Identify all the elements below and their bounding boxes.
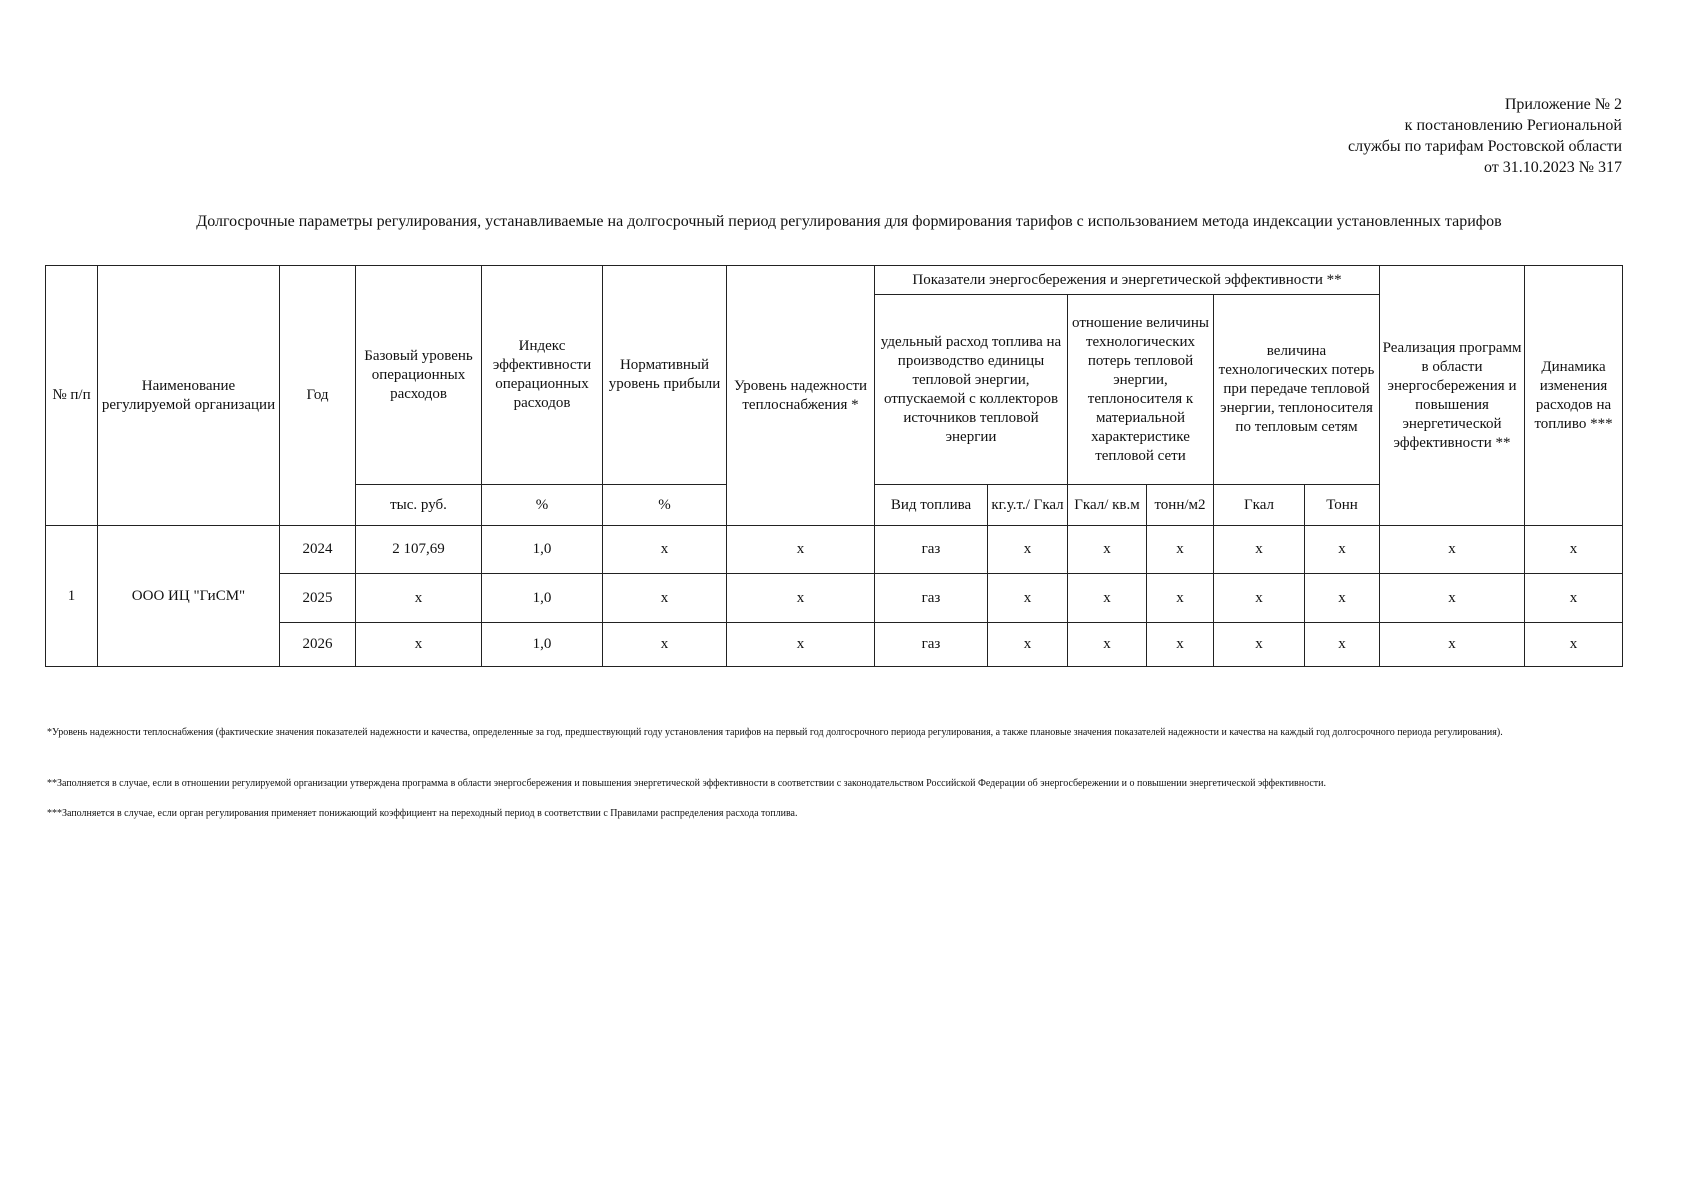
unit-fuel-rate: кг.у.т./ Гкал <box>988 485 1068 526</box>
unit-loss-value-gcal: Гкал <box>1214 485 1305 526</box>
header-loss-value: величина технологических потерь при передаче тепловой энергии, теплоносителя по тепловым сетям <box>1214 295 1380 485</box>
cell-programs: x <box>1380 623 1525 667</box>
cell-loss-ratio-ton: x <box>1147 623 1214 667</box>
unit-index: % <box>482 485 603 526</box>
header-profit-level: Нормативный уровень прибыли <box>603 266 727 485</box>
resolution-date-line: от 31.10.2023 № 317 <box>1483 159 1622 176</box>
header-org: Наименование регулируемой организации <box>98 266 280 526</box>
cell-profit: x <box>603 526 727 574</box>
cell-fuel-rate: x <box>988 574 1068 623</box>
document-title: Долгосрочные параметры регулирования, устанавливаемые на долгосрочный период регулирования для формирования тарифов с использованием метода индексации установленных тарифов <box>196 213 1502 230</box>
cell-loss-value-gcal: x <box>1214 574 1305 623</box>
cell-fuel-dynamics: x <box>1525 526 1623 574</box>
cell-year: 2026 <box>280 623 356 667</box>
cell-reliability: x <box>727 623 875 667</box>
cell-reliability: x <box>727 526 875 574</box>
unit-loss-ratio-gcal: Гкал/ кв.м <box>1068 485 1147 526</box>
header-loss-ratio: отношение величины технологических потерь тепловой энергии, теплоносителя к материальной характеристике тепловой сети <box>1068 295 1214 485</box>
cell-efficiency-index: 1,0 <box>482 623 603 667</box>
cell-profit: x <box>603 574 727 623</box>
cell-fuel-type: газ <box>875 574 988 623</box>
cell-loss-value-ton: x <box>1305 574 1380 623</box>
cell-efficiency-index: 1,0 <box>482 526 603 574</box>
table-row <box>46 526 1623 574</box>
cell-fuel-type: газ <box>875 526 988 574</box>
cell-reliability: x <box>727 574 875 623</box>
cell-year: 2025 <box>280 574 356 623</box>
parameters-table <box>45 265 1623 667</box>
footnote-energy-program: **Заполняется в случае, если в отношении регулируемой организации утверждена программа в области энергосбережения и повышения энергетической эффективности в соответствии с законодательством Российской Федерации об энергосбережении и о повышении энергетической эффективности. <box>47 778 1327 789</box>
resolution-ref-line: к постановлению Региональной <box>1404 117 1622 134</box>
cell-loss-value-ton: x <box>1305 623 1380 667</box>
org-name: ООО ИЦ "ГиСМ" <box>98 526 280 667</box>
header-fuel-dynamics: Динамика изменения расходов на топливо *** <box>1525 266 1623 526</box>
cell-fuel-dynamics: x <box>1525 623 1623 667</box>
cell-fuel-rate: x <box>988 623 1068 667</box>
cell-loss-value-gcal: x <box>1214 526 1305 574</box>
cell-loss-ratio-gcal: x <box>1068 526 1147 574</box>
table-row <box>46 623 1623 667</box>
cell-efficiency-index: 1,0 <box>482 574 603 623</box>
footnote-reliability: *Уровень надежности теплоснабжения (фактические значения показателей надежности и качества, определенные за год, предшествующий году установления тарифов на первый год долгосрочного периода регулирования, а также плановые значения показателей надежности и качества на каждый год долгосрочного периода регулирования). <box>47 727 1503 738</box>
unit-fuel-type: Вид топлива <box>875 485 988 526</box>
cell-loss-value-ton: x <box>1305 526 1380 574</box>
cell-base-opex: x <box>356 623 482 667</box>
header-energy-group: Показатели энергосбережения и энергетической эффективности ** <box>875 266 1380 295</box>
unit-loss-value-ton: Тонн <box>1305 485 1380 526</box>
cell-loss-value-gcal: x <box>1214 623 1305 667</box>
cell-fuel-type: газ <box>875 623 988 667</box>
cell-base-opex: x <box>356 574 482 623</box>
unit-loss-ratio-ton: тонн/м2 <box>1147 485 1214 526</box>
document-header <box>1348 94 1622 178</box>
header-year: Год <box>280 266 356 526</box>
unit-profit: % <box>603 485 727 526</box>
header-base-opex: Базовый уровень операционных расходов <box>356 266 482 485</box>
header-reliability: Уровень надежности теплоснабжения * <box>727 266 875 526</box>
org-number: 1 <box>46 526 98 667</box>
cell-loss-ratio-gcal: x <box>1068 574 1147 623</box>
cell-loss-ratio-ton: x <box>1147 574 1214 623</box>
authority-line: службы по тарифам Ростовской области <box>1348 138 1622 155</box>
table-row <box>46 574 1623 623</box>
cell-loss-ratio-gcal: x <box>1068 623 1147 667</box>
header-num: № п/п <box>46 266 98 526</box>
header-fuel-rate: удельный расход топлива на производство единицы тепловой энергии, отпускаемой с коллекторов источников тепловой энергии <box>875 295 1068 485</box>
header-efficiency-index: Индекс эффективности операционных расходов <box>482 266 603 485</box>
cell-programs: x <box>1380 574 1525 623</box>
cell-base-opex: 2 107,69 <box>356 526 482 574</box>
cell-fuel-dynamics: x <box>1525 574 1623 623</box>
footnote-fuel-dynamics: ***Заполняется в случае, если орган регулирования применяет понижающий коэффициент на переходный период в соответствии с Правилами распределения расхода топлива. <box>47 808 798 819</box>
unit-base: тыс. руб. <box>356 485 482 526</box>
cell-profit: x <box>603 623 727 667</box>
cell-programs: x <box>1380 526 1525 574</box>
cell-fuel-rate: x <box>988 526 1068 574</box>
cell-year: 2024 <box>280 526 356 574</box>
cell-loss-ratio-ton: x <box>1147 526 1214 574</box>
appendix-label: Приложение № 2 <box>1504 96 1622 113</box>
header-programs: Реализация программ в области энергосбережения и повышения энергетической эффективности ** <box>1380 266 1525 526</box>
